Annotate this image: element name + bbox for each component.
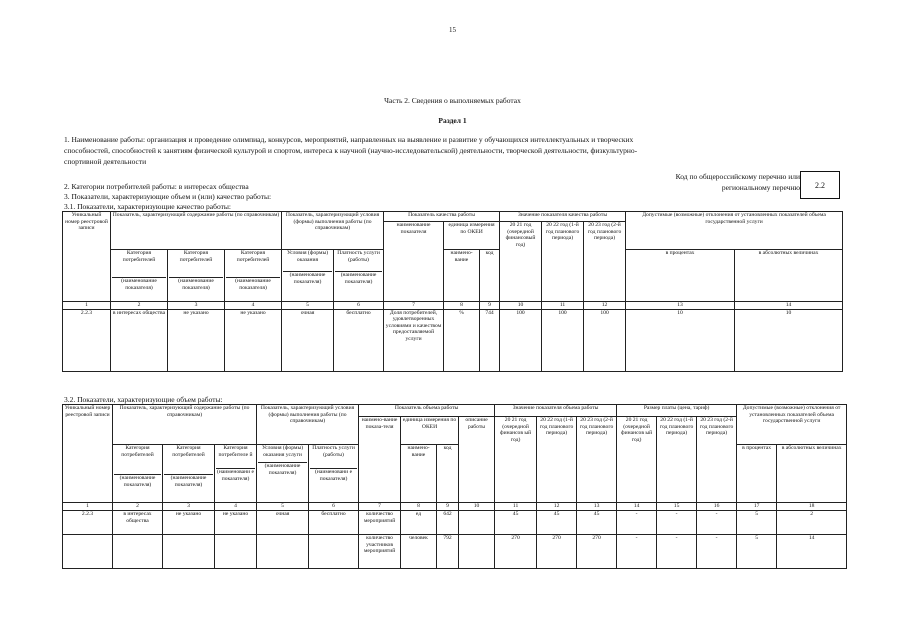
col-content: Показатель, характеризующий содержание работы (по справочникам) <box>113 405 257 445</box>
table-cell: 5 <box>737 511 777 535</box>
table-cell: 15 <box>657 503 697 511</box>
table-cell: 100 <box>584 309 626 371</box>
header-row <box>63 250 843 302</box>
table-cell: ед <box>401 511 437 535</box>
table-cell <box>113 535 163 569</box>
col-unit: единица измерения по ОКЕИ <box>401 417 459 445</box>
header-label: Категория потребителей <box>121 445 154 458</box>
table-cell: 17 <box>737 503 777 511</box>
header-label: (наименование показателя) <box>226 277 280 291</box>
col-indicator-name: наимено-вание показа-теля <box>359 417 401 503</box>
col-quality: Показатель качества работы <box>384 212 500 222</box>
table-cell: - <box>657 535 697 569</box>
table-cell: не указано <box>168 309 225 371</box>
col-unit: единица измерения по ОКЕИ <box>444 222 500 250</box>
table-cell: очная <box>257 511 309 535</box>
col-unique: Уникальный номер реестровой записи <box>63 212 111 302</box>
col-unique: Уникальный номер реестровой записи <box>63 405 113 503</box>
col-unit-name: наимено-вание <box>444 250 480 302</box>
table-cell: не указано <box>215 511 257 535</box>
table-cell: 1 <box>63 302 111 310</box>
volume-table <box>62 404 847 569</box>
col-c1 <box>113 445 163 503</box>
volume-heading: 3.2. Показатели, характеризующие объем работы: <box>64 395 223 404</box>
col-deviation: Допустимые (возможные) отклонения от установленных показателей объема государственной услуги <box>626 212 843 250</box>
col-year2: 20 22 год (1-й год планового периода) <box>537 417 577 503</box>
col-c4 <box>257 445 309 503</box>
table-cell: 5 <box>282 302 334 310</box>
table-cell <box>459 535 495 569</box>
table-cell: не указано <box>225 309 282 371</box>
table-cell <box>309 535 359 569</box>
part-title: Часть 2. Сведения о выполняемых работах <box>384 96 521 105</box>
table-cell: - <box>617 535 657 569</box>
table-cell: % <box>444 309 480 371</box>
consumer-category: 2. Категории потребителей работы: в интересах общества <box>64 182 249 191</box>
code-label: Код по общероссийскому перечню или региональному перечню <box>675 172 800 192</box>
quality-heading: 3.1. Показатели, характеризующие качество работы: <box>64 202 231 211</box>
header-label: Платность услуги (работы) <box>337 250 380 263</box>
table-cell: 9 <box>437 503 459 511</box>
col-fee2: 20 22 год (1-й год планового периода) <box>657 417 697 503</box>
table-cell: 10 <box>735 309 843 371</box>
table-cell: 270 <box>577 535 617 569</box>
table-cell: очная <box>282 309 334 371</box>
header-label: Категория потребителей <box>172 445 205 458</box>
table-cell: 11 <box>542 302 584 310</box>
col-unit-name: наимено-вание <box>401 445 437 503</box>
header-label: (наименование показателя) <box>164 474 213 488</box>
code-box: 2.2 <box>800 171 840 199</box>
table-cell: 270 <box>537 535 577 569</box>
header-label: Платность услуги (работы) <box>312 445 355 458</box>
table-cell <box>163 535 215 569</box>
col-indicator-name: наименование показателя <box>384 222 444 302</box>
table-cell: 270 <box>495 535 537 569</box>
table-cell: 6 <box>309 503 359 511</box>
table-cell: Доля потребителей, удовлетворенных условиями и качеством предоставляемой услуги <box>384 309 444 371</box>
table-cell: 13 <box>577 503 617 511</box>
table-cell: 14 <box>617 503 657 511</box>
col-content: Показатель, характеризующий содержание работы (по справочникам) <box>111 212 282 250</box>
header-label: Условия (формы) оказания <box>286 250 329 263</box>
table-cell: 45 <box>495 511 537 535</box>
table-row <box>63 309 843 371</box>
col-percent: в процентах <box>737 445 777 503</box>
col-conditions: Показатель, характеризующий условия (формы) выполнения работы (по справочникам) <box>257 405 359 445</box>
indicators-heading: 3. Показатели, характеризующие объем и (или) качество работы: <box>64 192 272 201</box>
table-cell: - <box>697 535 737 569</box>
col-c5 <box>334 250 384 302</box>
table-cell: в интересах общества <box>111 309 168 371</box>
col-fee1: 20 21 год (очередной финансов ый год) <box>617 417 657 503</box>
col-year1: 20 21 год (очередной финансовый год) <box>500 222 542 302</box>
table-cell: 792 <box>437 535 459 569</box>
table-cell: 7 <box>359 503 401 511</box>
col-c3 <box>225 250 282 302</box>
col-conditions: Показатель, характеризующий условия (формы) выполнения работы (по справочникам) <box>282 212 384 250</box>
col-percent: в процентах <box>626 250 735 302</box>
header-label: Категория потребителе й <box>218 445 253 458</box>
col-fee3: 20 23 год (2-й год планового периода) <box>697 417 737 503</box>
table-cell: 744 <box>480 309 500 371</box>
table-cell: 14 <box>735 302 843 310</box>
table-cell: 642 <box>437 511 459 535</box>
table-cell: 100 <box>500 309 542 371</box>
table-row <box>63 511 847 535</box>
numbers-row <box>63 302 843 310</box>
table-cell: человек <box>401 535 437 569</box>
col-value: Значение показателя качества работы <box>500 212 626 222</box>
table-cell: 45 <box>537 511 577 535</box>
table-cell <box>215 535 257 569</box>
col-c2 <box>163 445 215 503</box>
col-c4 <box>282 250 334 302</box>
table-cell: 3 <box>168 302 225 310</box>
col-year3: 20 23 год (2-й год планового периода) <box>577 417 617 503</box>
col-desc: описание работы <box>459 417 495 503</box>
table-cell <box>63 535 113 569</box>
col-year3: 20 23 год (2-й год планового периода) <box>584 222 626 302</box>
col-c5 <box>309 445 359 503</box>
table-cell: 9 <box>480 302 500 310</box>
header-label: (наименование показателя) <box>114 474 161 488</box>
col-abs: в абсолютных величинах <box>735 250 843 302</box>
table-cell <box>459 511 495 535</box>
header-label: (наименование показателя) <box>258 462 307 476</box>
col-c3 <box>215 445 257 503</box>
table-cell: 18 <box>777 503 847 511</box>
table-cell: не указано <box>163 511 215 535</box>
col-volume: Показатель объема работы <box>359 405 495 417</box>
table-cell: 3 <box>163 503 215 511</box>
table-cell: - <box>617 511 657 535</box>
col-year1: 20 21 год (очередной финансов ый год) <box>495 417 537 503</box>
table-cell: количество участников мероприятий <box>359 535 401 569</box>
table-cell: 2 <box>777 511 847 535</box>
page-number: 15 <box>449 26 456 34</box>
col-value: Значение показателя объема работы <box>495 405 617 417</box>
table-cell: количество мероприятий <box>359 511 401 535</box>
table-cell: 2.2.3 <box>63 309 111 371</box>
header-label: Условия (формы) оказания услуги <box>261 445 304 458</box>
table-cell: 2 <box>111 302 168 310</box>
header-label: Категория потребителей <box>122 250 156 263</box>
col-c2 <box>168 250 225 302</box>
table-cell: 14 <box>777 535 847 569</box>
header-label: Категория потребителей <box>236 250 270 263</box>
section-title: Раздел 1 <box>438 116 467 125</box>
table-cell: 12 <box>537 503 577 511</box>
table-cell: 6 <box>334 302 384 310</box>
table-cell: 10 <box>500 302 542 310</box>
table-cell: 8 <box>401 503 437 511</box>
table-cell: 10 <box>459 503 495 511</box>
table-cell: - <box>697 511 737 535</box>
table-cell: 100 <box>542 309 584 371</box>
table-cell: в интересах общества <box>113 511 163 535</box>
table-cell: 1 <box>63 503 113 511</box>
header-label: (наименование показателя) <box>283 271 332 285</box>
table-cell: 45 <box>577 511 617 535</box>
header-label: Категория потребителей <box>179 250 213 263</box>
col-unit-code: код <box>437 445 459 503</box>
header-label: (наименование показателя) <box>335 271 382 285</box>
header-label: (наименовани е показателя) <box>216 469 255 482</box>
table-cell: 5 <box>737 535 777 569</box>
header-label: (наименовани е показателя) <box>310 468 357 482</box>
col-unit-code: код <box>480 250 500 302</box>
header-label: (наименование показателя) <box>112 277 166 291</box>
table-cell: 2.2.3 <box>63 511 113 535</box>
col-abs: в абсолютных величинах <box>777 445 847 503</box>
table-cell: 13 <box>626 302 735 310</box>
table-cell: - <box>657 511 697 535</box>
quality-table <box>62 211 843 372</box>
col-c1 <box>111 250 168 302</box>
table-cell: 7 <box>384 302 444 310</box>
header-row <box>63 212 843 222</box>
table-cell: 11 <box>495 503 537 511</box>
table-cell: 2 <box>113 503 163 511</box>
col-deviation: Допустимые (возможные) отклонения от установленных показателей объема государственной услуги <box>737 405 847 445</box>
col-year2: 20 22 год (1-й год планового периода) <box>542 222 584 302</box>
table-cell: 12 <box>584 302 626 310</box>
table-cell <box>257 535 309 569</box>
work-name: 1. Наименование работы: организация и проведение олимпиад, конкурсов, мероприятий, направленных на выявление и развитие у обучающихся интеллектуальных и творческих способностей, способностей к занятиям физической культурой и спортом, интереса к научной (научно-исследовательской) деятельности, творческой деятельности, физкультурно-спортивной деятельности <box>64 135 638 166</box>
table-cell: 8 <box>444 302 480 310</box>
table-row <box>63 535 847 569</box>
numbers-row <box>63 503 847 511</box>
table-cell: 4 <box>215 503 257 511</box>
table-cell: 4 <box>225 302 282 310</box>
col-fee: Размер платы (цена, тариф) <box>617 405 737 417</box>
table-cell: 10 <box>626 309 735 371</box>
header-row <box>63 405 847 417</box>
table-cell: 16 <box>697 503 737 511</box>
table-cell: бесплатно <box>334 309 384 371</box>
table-cell: 5 <box>257 503 309 511</box>
table-cell: бесплатно <box>309 511 359 535</box>
header-label: (наименование показателя) <box>169 277 223 291</box>
